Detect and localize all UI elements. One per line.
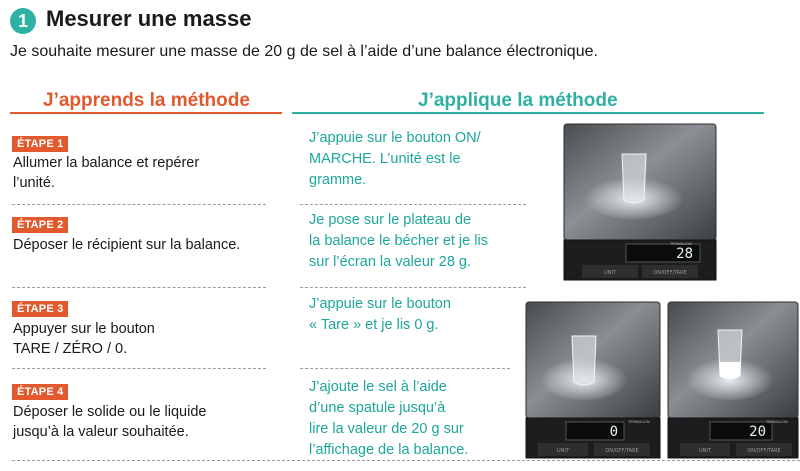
step-2-application-line: la balance le bécher et je lis <box>309 233 488 249</box>
on-off-tare-button-label: ON/OFF/TARE <box>653 270 687 276</box>
step-3-method <box>13 319 155 359</box>
scale-photo-step-2 <box>562 122 720 282</box>
step-1-method <box>13 153 199 193</box>
step-1-badge: ÉTAPE 1 <box>12 136 68 152</box>
divider <box>12 204 266 205</box>
beaker-icon <box>622 154 646 203</box>
step-2-application-line: sur l’écran la valeur 28 g. <box>309 254 471 270</box>
on-off-tare-button-label: ON/OFF/TARE <box>605 448 639 454</box>
beaker-icon <box>572 336 596 385</box>
step-2-application-line: Je pose sur le plateau de <box>309 212 472 228</box>
step-4-application-line: lire la valeur de 20 g sur <box>309 421 464 437</box>
salt-icon <box>719 362 741 379</box>
step-4-application-line: J’ajoute le sel à l’aide <box>309 379 447 395</box>
scale-illustration <box>524 300 662 460</box>
page-title: Mesurer une masse <box>46 6 252 31</box>
scale-illustration <box>562 122 720 282</box>
scale-reading: 0 <box>609 424 618 440</box>
unit-button-label: UNIT <box>604 270 616 276</box>
scale-brand: TERRAILLON <box>670 242 692 246</box>
column-heading-application: J’applique la méthode <box>418 90 618 111</box>
step-1-application-line: MARCHE. L’unité est le <box>309 151 461 167</box>
column-heading-method: J’apprends la méthode <box>43 90 250 111</box>
section-number-badge: 1 <box>10 8 36 34</box>
step-3-application-line: « Tare » et je lis 0 g. <box>309 317 439 333</box>
divider <box>300 204 526 205</box>
step-4-application <box>309 377 468 461</box>
step-2-badge: ÉTAPE 2 <box>12 217 68 233</box>
divider <box>300 368 510 369</box>
step-4-badge: ÉTAPE 4 <box>12 384 68 400</box>
scale-reading: 28 <box>676 246 693 262</box>
divider <box>12 460 800 461</box>
step-2-application <box>309 210 488 273</box>
divider <box>300 287 526 288</box>
heading-underline-right <box>292 112 764 114</box>
intro-text: Je souhaite mesurer une masse de 20 g de sel à l’aide d’une balance électronique. <box>10 43 598 60</box>
scale-photo-step-4 <box>666 300 800 460</box>
step-1-method-line: Allumer la balance et repérer <box>13 155 200 171</box>
scale-illustration <box>666 300 800 460</box>
step-4-application-line: l’affichage de la balance. <box>309 442 469 458</box>
step-3-application-line: J’appuie sur le bouton <box>309 296 451 312</box>
scale-photo-step-3 <box>524 300 662 460</box>
step-4-method <box>13 402 206 442</box>
scale-brand: TERRAILLON <box>766 420 788 424</box>
heading-underline-left <box>10 112 282 114</box>
step-1-application-line: J’appuie sur le bouton ON/ <box>309 130 481 146</box>
on-off-tare-button-label: ON/OFF/TARE <box>747 448 781 454</box>
divider <box>12 287 266 288</box>
step-1-method-line: l’unité. <box>13 175 55 191</box>
scale-reading: 20 <box>749 424 766 440</box>
step-4-method-line: jusqu’à la valeur souhaitée. <box>13 424 189 440</box>
scale-brand: TERRAILLON <box>628 420 650 424</box>
step-1-application-line: gramme. <box>309 172 367 188</box>
step-2-method <box>13 235 240 255</box>
step-3-application <box>309 294 451 336</box>
step-3-method-line: Appuyer sur le bouton <box>13 321 155 337</box>
step-3-method-line: TARE / ZÉRO / 0. <box>13 341 128 357</box>
unit-button-label: UNIT <box>557 448 569 454</box>
unit-button-label: UNIT <box>699 448 711 454</box>
step-3-badge: ÉTAPE 3 <box>12 301 68 317</box>
step-1-application <box>309 128 481 191</box>
step-4-method-line: Déposer le solide ou le liquide <box>13 404 207 420</box>
step-4-application-line: d’une spatule jusqu’à <box>309 400 446 416</box>
step-2-method-line: Déposer le récipient sur la balance. <box>13 237 241 253</box>
divider <box>12 368 266 369</box>
